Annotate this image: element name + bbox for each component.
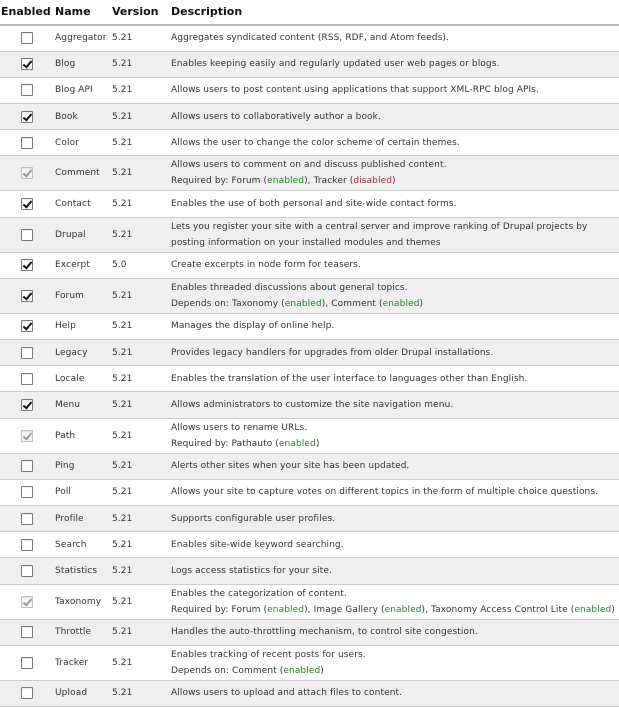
module-description: Enables site-wide keyword searching. xyxy=(171,539,344,550)
module-description-cell xyxy=(169,77,619,103)
dependency-module-name: Comment xyxy=(232,665,277,676)
module-version: 5.21 xyxy=(110,191,169,217)
enabled-cell xyxy=(0,313,53,339)
table-row xyxy=(0,418,619,453)
module-description-cell xyxy=(169,156,619,191)
module-version: 5.0 xyxy=(110,252,169,278)
enabled-cell xyxy=(0,532,53,558)
module-enable-checkbox[interactable] xyxy=(21,137,33,149)
dependency-status: enabled xyxy=(384,604,422,615)
module-description: Logs access statistics for your site. xyxy=(171,565,332,576)
module-name: Menu xyxy=(53,392,110,418)
module-description-cell xyxy=(169,252,619,278)
module-description: Allows users to comment on and discuss published content. xyxy=(171,160,447,171)
module-version: 5.21 xyxy=(110,340,169,366)
table-row xyxy=(0,340,619,366)
module-description-cell xyxy=(169,313,619,339)
dependency-label: Required by: xyxy=(171,176,229,187)
table-row xyxy=(0,366,619,392)
enabled-cell xyxy=(0,584,53,619)
dependency-module-name: Forum xyxy=(231,176,261,187)
table-row xyxy=(0,532,619,558)
module-description: Enables threaded discussions about general topics. xyxy=(171,282,408,293)
enabled-cell xyxy=(0,418,53,453)
module-version: 5.21 xyxy=(110,77,169,103)
dependency-status: enabled xyxy=(574,604,612,615)
module-version: 5.21 xyxy=(110,366,169,392)
module-description: Alerts other sites when your site has been updated. xyxy=(171,461,410,472)
module-enable-checkbox[interactable] xyxy=(21,373,33,385)
table-row xyxy=(0,77,619,103)
module-enable-checkbox[interactable] xyxy=(21,84,33,96)
table-row xyxy=(0,278,619,313)
module-description-cell xyxy=(169,104,619,130)
module-description: Enables the categorization of content. xyxy=(171,588,347,599)
module-dependencies: Required by: Pathauto (enabled) xyxy=(171,438,320,449)
module-description-cell xyxy=(169,645,619,680)
module-name: Upload xyxy=(53,680,110,706)
module-name: Drupal xyxy=(53,217,110,252)
module-enable-checkbox[interactable] xyxy=(21,290,33,302)
module-enable-checkbox[interactable] xyxy=(21,229,33,241)
enabled-cell xyxy=(0,558,53,584)
dependency-module-name: Taxonomy xyxy=(232,298,279,309)
module-enable-checkbox[interactable] xyxy=(21,565,33,577)
module-version: 5.21 xyxy=(110,558,169,584)
enabled-cell xyxy=(0,217,53,252)
module-rows xyxy=(0,25,619,706)
module-enable-checkbox[interactable] xyxy=(21,111,33,123)
module-description-cell xyxy=(169,51,619,77)
module-name: Search xyxy=(53,532,110,558)
table-row xyxy=(0,191,619,217)
dependency-status: enabled xyxy=(283,665,321,676)
dependency-status: enabled xyxy=(284,298,322,309)
module-version: 5.21 xyxy=(110,217,169,252)
table-row xyxy=(0,130,619,156)
module-description-cell xyxy=(169,392,619,418)
table-header-row xyxy=(0,0,619,25)
module-enable-checkbox[interactable] xyxy=(21,626,33,638)
module-description: Allows your site to capture votes on different topics in the form of multiple choice questions. xyxy=(171,487,599,498)
module-version: 5.21 xyxy=(110,479,169,505)
module-description-cell xyxy=(169,418,619,453)
module-name: Profile xyxy=(53,505,110,531)
module-description-cell xyxy=(169,217,619,252)
table-row xyxy=(0,645,619,680)
module-description-cell xyxy=(169,191,619,217)
dependency-module-name: Tracker xyxy=(313,176,347,187)
module-description-cell xyxy=(169,584,619,619)
module-name: Contact xyxy=(53,191,110,217)
table-row xyxy=(0,156,619,191)
module-enable-checkbox[interactable] xyxy=(21,58,33,70)
module-version: 5.21 xyxy=(110,156,169,191)
dependency-module-name: Forum xyxy=(231,604,261,615)
enabled-cell xyxy=(0,51,53,77)
module-enable-checkbox[interactable] xyxy=(21,259,33,271)
table-row xyxy=(0,584,619,619)
table-row xyxy=(0,392,619,418)
module-description: Create excerpts in node form for teasers. xyxy=(171,260,361,271)
module-description: Allows users to collaboratively author a book. xyxy=(171,111,381,122)
module-description-cell xyxy=(169,453,619,479)
module-name: Throttle xyxy=(53,619,110,645)
module-version: 5.21 xyxy=(110,278,169,313)
name-column-header: Name xyxy=(53,0,110,25)
module-version: 5.21 xyxy=(110,584,169,619)
module-version: 5.21 xyxy=(110,392,169,418)
dependency-status: disabled xyxy=(353,176,393,187)
module-enable-checkbox[interactable] xyxy=(21,32,33,44)
module-version: 5.21 xyxy=(110,104,169,130)
enabled-column-header: Enabled xyxy=(0,0,53,25)
module-description: Aggregates syndicated content (RSS, RDF, and Atom feeds). xyxy=(171,33,449,44)
dependency-label: Depends on: xyxy=(171,298,230,309)
module-description-cell xyxy=(169,479,619,505)
enabled-cell xyxy=(0,156,53,191)
module-enable-checkbox[interactable] xyxy=(21,513,33,525)
module-description: Allows the user to change the color scheme of certain themes. xyxy=(171,137,460,148)
module-description-cell xyxy=(169,680,619,706)
module-name: Poll xyxy=(53,479,110,505)
module-enable-checkbox[interactable] xyxy=(21,486,33,498)
dependency-module-name: Taxonomy Access Control Lite xyxy=(431,604,568,615)
module-description: Enables tracking of recent posts for users. xyxy=(171,649,366,660)
module-version: 5.21 xyxy=(110,505,169,531)
module-description: Allows administrators to customize the site navigation menu. xyxy=(171,399,454,410)
module-version: 5.21 xyxy=(110,680,169,706)
module-name: Locale xyxy=(53,366,110,392)
module-description-cell xyxy=(169,558,619,584)
module-name: Blog API xyxy=(53,77,110,103)
enabled-cell xyxy=(0,104,53,130)
module-description-cell xyxy=(169,532,619,558)
table-row xyxy=(0,51,619,77)
table-row xyxy=(0,25,619,51)
module-description-cell xyxy=(169,505,619,531)
dependency-module-name: Pathauto xyxy=(231,438,273,449)
table-row xyxy=(0,313,619,339)
module-version: 5.21 xyxy=(110,25,169,51)
module-name: Tracker xyxy=(53,645,110,680)
module-description-cell xyxy=(169,25,619,51)
module-description-cell xyxy=(169,130,619,156)
dependency-label: Required by: xyxy=(171,604,229,615)
module-name: Blog xyxy=(53,51,110,77)
dependency-label: Depends on: xyxy=(171,665,230,676)
dependency-module-name: Comment xyxy=(331,298,377,309)
module-description-cell xyxy=(169,366,619,392)
enabled-cell xyxy=(0,392,53,418)
module-version: 5.21 xyxy=(110,418,169,453)
module-description: Provides legacy handlers for upgrades from older Drupal installations. xyxy=(171,347,494,358)
module-dependencies: Depends on: Taxonomy (enabled), Comment (enabled) xyxy=(171,298,424,309)
module-description: Allows users to upload and attach files to content. xyxy=(171,688,403,699)
module-name: Path xyxy=(53,418,110,453)
table-row xyxy=(0,619,619,645)
table-row xyxy=(0,558,619,584)
module-name: Color xyxy=(53,130,110,156)
enabled-cell xyxy=(0,252,53,278)
enabled-cell xyxy=(0,680,53,706)
enabled-cell xyxy=(0,453,53,479)
module-version: 5.21 xyxy=(110,51,169,77)
module-description: Handles the auto-throttling mechanism, to control site congestion. xyxy=(171,627,478,638)
enabled-cell xyxy=(0,191,53,217)
table-row xyxy=(0,252,619,278)
module-name: Statistics xyxy=(53,558,110,584)
description-column-header: Description xyxy=(169,0,619,25)
module-description: Allows users to post content using applications that support XML-RPC blog APIs. xyxy=(171,85,540,96)
module-enable-checkbox[interactable] xyxy=(21,460,33,472)
module-name: Book xyxy=(53,104,110,130)
dependency-status: enabled xyxy=(278,438,316,449)
module-name: Taxonomy xyxy=(53,584,110,619)
module-dependencies: Required by: Forum (enabled), Image Gallery (enabled), Taxonomy Access Control Lite (enabled) xyxy=(171,604,615,615)
dependency-label: Required by: xyxy=(171,438,229,449)
module-enable-checkbox[interactable] xyxy=(21,198,33,210)
module-enable-checkbox[interactable] xyxy=(21,320,33,332)
table-row xyxy=(0,217,619,252)
module-description-cell xyxy=(169,278,619,313)
module-enable-checkbox[interactable] xyxy=(21,347,33,359)
module-enable-checkbox[interactable] xyxy=(21,687,33,699)
module-dependencies: Required by: Forum (enabled), Tracker (disabled) xyxy=(171,176,396,187)
enabled-cell xyxy=(0,340,53,366)
table-row xyxy=(0,479,619,505)
enabled-cell xyxy=(0,619,53,645)
dependency-module-name: Image Gallery xyxy=(313,604,379,615)
module-description: Supports configurable user profiles. xyxy=(171,513,336,524)
module-name: Comment xyxy=(53,156,110,191)
table-row xyxy=(0,680,619,706)
enabled-cell xyxy=(0,505,53,531)
enabled-cell xyxy=(0,479,53,505)
module-version: 5.21 xyxy=(110,645,169,680)
module-name: Legacy xyxy=(53,340,110,366)
module-version: 5.21 xyxy=(110,532,169,558)
module-enable-checkbox xyxy=(21,596,33,608)
module-enable-checkbox xyxy=(21,167,33,179)
enabled-cell xyxy=(0,25,53,51)
enabled-cell xyxy=(0,130,53,156)
module-enable-checkbox[interactable] xyxy=(21,657,33,669)
table-row xyxy=(0,505,619,531)
module-description-cell xyxy=(169,340,619,366)
module-version: 5.21 xyxy=(110,619,169,645)
module-version: 5.21 xyxy=(110,130,169,156)
module-version: 5.21 xyxy=(110,313,169,339)
module-description: Enables the translation of the user interface to languages other than English. xyxy=(171,373,528,384)
module-description: Enables the use of both personal and site-wide contact forms. xyxy=(171,199,457,210)
module-name: Forum xyxy=(53,278,110,313)
module-enable-checkbox xyxy=(21,430,33,442)
table-row xyxy=(0,453,619,479)
module-enable-checkbox[interactable] xyxy=(21,399,33,411)
module-dependencies: Depends on: Comment (enabled) xyxy=(171,665,324,676)
module-name: Help xyxy=(53,313,110,339)
module-name: Aggregator xyxy=(53,25,110,51)
enabled-cell xyxy=(0,366,53,392)
dependency-status: enabled xyxy=(267,604,305,615)
module-enable-checkbox[interactable] xyxy=(21,539,33,551)
version-column-header: Version xyxy=(110,0,169,25)
module-name: Ping xyxy=(53,453,110,479)
dependency-status: enabled xyxy=(382,298,420,309)
module-description: Lets you register your site with a central server and improve ranking of Drupal projects by posting information on your installed modules and themes xyxy=(171,221,588,248)
module-description-cell xyxy=(169,619,619,645)
enabled-cell xyxy=(0,645,53,680)
dependency-status: enabled xyxy=(267,176,305,187)
table-row xyxy=(0,104,619,130)
module-description: Manages the display of online help. xyxy=(171,321,335,332)
module-version: 5.21 xyxy=(110,453,169,479)
enabled-cell xyxy=(0,77,53,103)
module-name: Excerpt xyxy=(53,252,110,278)
module-description: Enables keeping easily and regularly updated user web pages or blogs. xyxy=(171,59,500,70)
module-description: Allows users to rename URLs. xyxy=(171,422,308,433)
enabled-cell xyxy=(0,278,53,313)
